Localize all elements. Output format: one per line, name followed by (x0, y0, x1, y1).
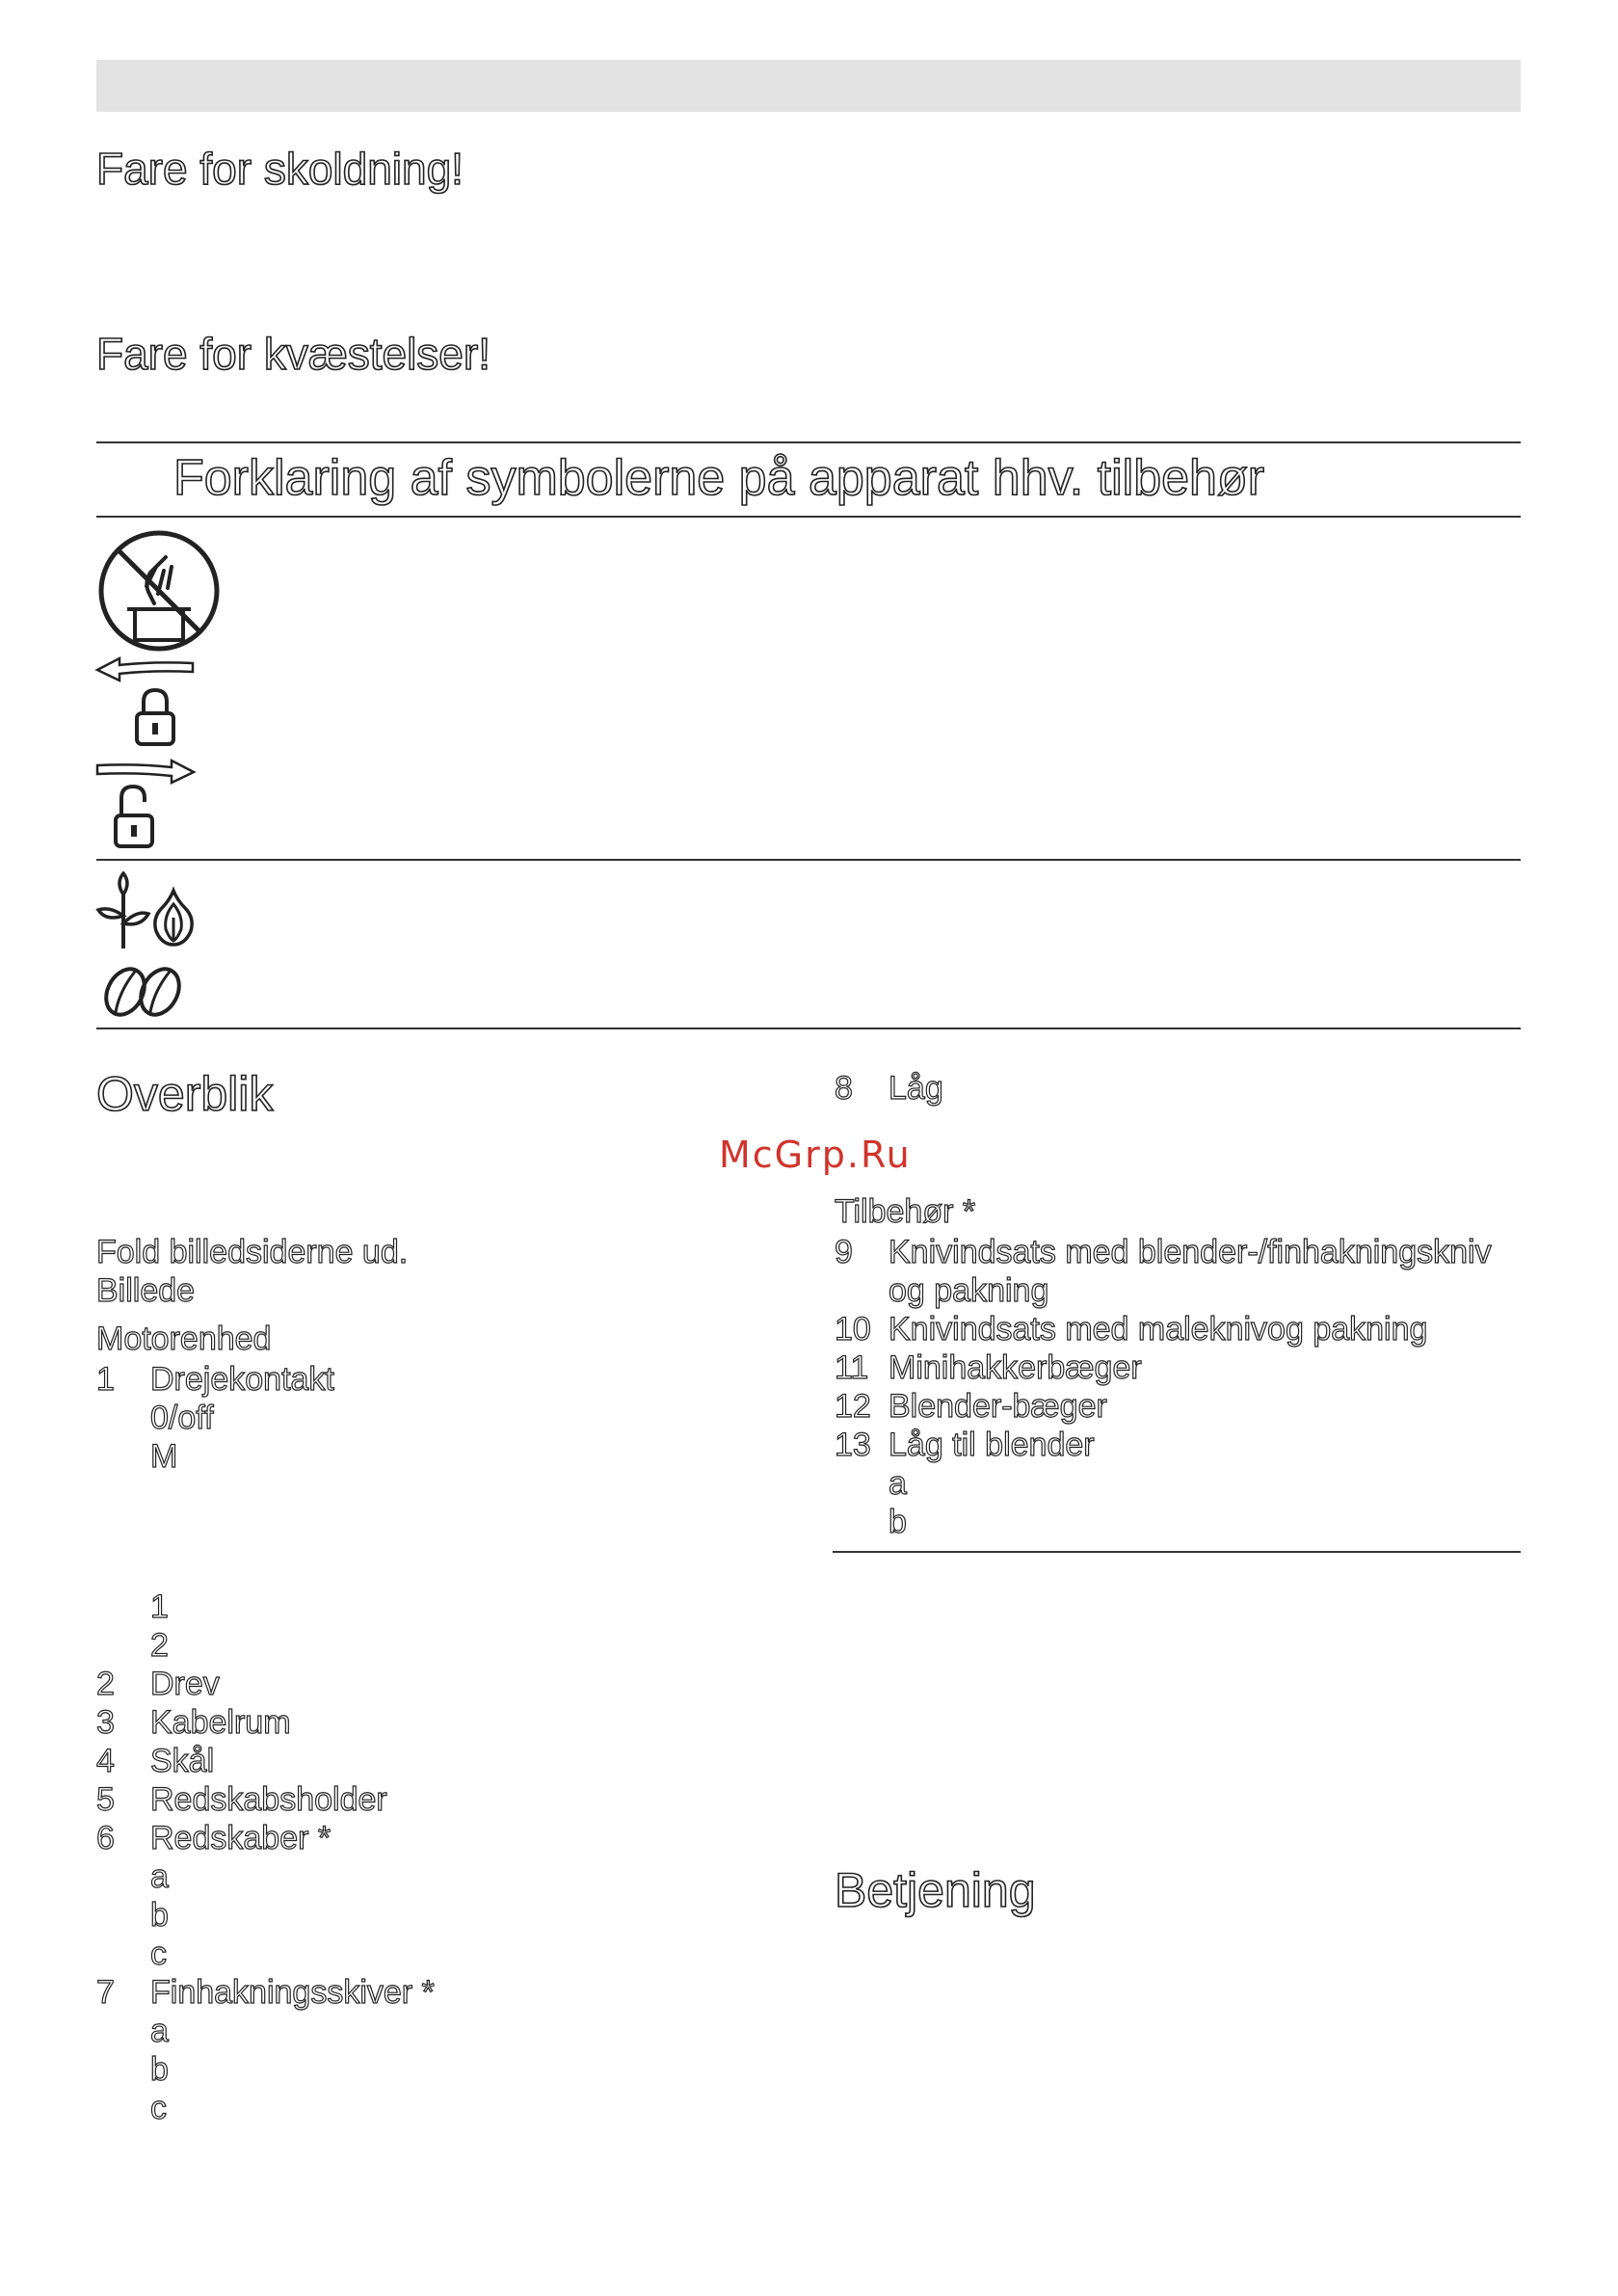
item-text: Minihakkerbæger (889, 1349, 1142, 1386)
fold-instruction: Fold billedsiderne ud. (96, 1234, 409, 1270)
arrow-right-icon (94, 758, 197, 785)
item-text: M (150, 1438, 178, 1475)
lock-closed-icon (133, 686, 177, 748)
item-text: og pakning (889, 1272, 1049, 1309)
item-number: 8 (835, 1070, 853, 1107)
item-number: 2 (96, 1666, 115, 1702)
item-text: Drev (150, 1666, 220, 1702)
warning-scald: Fare for skoldning! (96, 144, 464, 194)
item-text: 1 (150, 1589, 169, 1625)
item-number: 12 (835, 1388, 871, 1425)
operation-heading: Betjening (835, 1863, 1036, 1917)
item-text: b (889, 1504, 907, 1540)
item-number: 6 (96, 1820, 115, 1856)
divider (96, 516, 1521, 518)
item-number: 13 (835, 1427, 871, 1463)
coffee-beans-icon (102, 964, 185, 1018)
item-number: 7 (96, 1974, 115, 2011)
item-text: Skål (150, 1743, 215, 1779)
item-number: 5 (96, 1781, 115, 1818)
item-text: Redskaber * (150, 1820, 332, 1856)
item-text: Finhakningsskiver * (150, 1974, 435, 2011)
item-text: b (150, 1897, 169, 1934)
item-number: 9 (835, 1234, 853, 1270)
item-text: Redskabsholder (150, 1781, 387, 1818)
item-text: a (150, 2013, 169, 2049)
item-number: 11 (835, 1349, 869, 1386)
item-text: Kabelrum (150, 1704, 291, 1741)
item-number: 1 (96, 1361, 115, 1398)
divider (96, 441, 1521, 443)
item-text: c (150, 2090, 167, 2126)
image-label: Billede (96, 1272, 196, 1309)
arrow-left-icon (94, 655, 197, 682)
no-hand-in-container-icon (96, 528, 222, 654)
herb-onion-icon (94, 871, 200, 950)
accessories-label: Tilbehør * (835, 1193, 976, 1230)
item-text: Knivindsats med blender-/finhakningskniv (889, 1234, 1492, 1270)
item-text: a (150, 1858, 169, 1895)
divider (833, 1551, 1521, 1553)
divider (96, 859, 1521, 861)
item-text: b (150, 2051, 169, 2088)
item-text: Drejekontakt (150, 1361, 334, 1398)
divider (96, 1028, 1521, 1029)
item-text: Låg (889, 1070, 943, 1107)
item-text: 2 (150, 1627, 169, 1664)
item-text: a (889, 1465, 907, 1502)
motor-unit-label: Motorenhed (96, 1321, 272, 1357)
item-text: Knivindsats med maleknivog pakning (889, 1311, 1428, 1348)
item-text: Låg til blender (889, 1427, 1095, 1463)
item-text: 0/off (150, 1400, 214, 1436)
item-number: 10 (835, 1311, 871, 1348)
symbols-title: Forklaring af symbolerne på apparat hhv. tilbehør (173, 450, 1265, 506)
header-bar (96, 60, 1521, 112)
warning-injury: Fare for kvæstelser! (96, 329, 491, 379)
item-text: Blender-bæger (889, 1388, 1107, 1425)
lock-open-icon (112, 783, 160, 850)
item-text: c (150, 1936, 167, 1972)
watermark: McGrp.Ru (719, 1134, 912, 1176)
overview-heading: Overblik (96, 1067, 274, 1121)
item-number: 4 (96, 1743, 115, 1779)
item-number: 3 (96, 1704, 115, 1741)
